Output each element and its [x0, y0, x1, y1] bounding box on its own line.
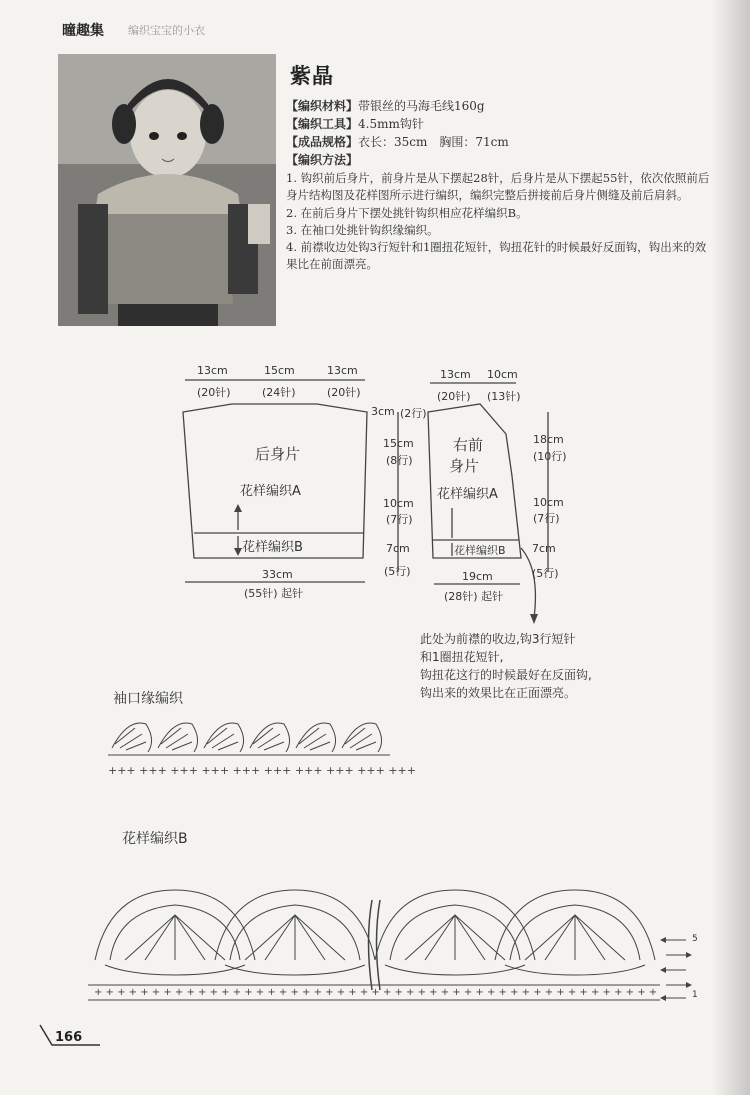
side-height-1-rows: (8行)	[386, 454, 413, 467]
front-width-1-stitches: (20针)	[437, 390, 471, 403]
pattern-title: 紫晶	[290, 63, 334, 88]
back-bottom-width: 33cm	[262, 568, 293, 581]
back-bottom-stitches: (55针) 起针	[244, 587, 304, 600]
shoulder-slope: 3cm	[371, 405, 395, 418]
stitch-row: +++ +++ +++ +++ +++ +++ +++ +++ +++ +++	[108, 764, 416, 777]
front-width-1: 13cm	[440, 368, 471, 381]
front-width-2: 10cm	[487, 368, 518, 381]
note-line: 钩扭花这行的时候最好在反面钩,	[420, 668, 592, 682]
stitch-row: + + + + + + + + + + + + + + + + + + + + + + + + + + + + + + + + + + + + + + + + + + + + + + + + +	[94, 987, 658, 998]
spec-label: 【编织工具】	[286, 117, 359, 131]
spec-label: 【编织材料】	[286, 99, 359, 113]
note-line: 此处为前襟的收边,钩3行短针	[420, 632, 576, 646]
side-height-3-rows: (5行)	[384, 565, 411, 578]
front-height-3-rows: (5行)	[532, 567, 559, 580]
sleeve-edge-chart	[108, 723, 390, 755]
front-height-2-rows: (7行)	[533, 512, 560, 525]
back-width-middle: 15cm	[264, 364, 295, 377]
front-bottom-width: 19cm	[462, 570, 493, 583]
side-height-3: 7cm	[386, 542, 410, 555]
front-bottom-stitches: (28针) 起针	[444, 590, 504, 603]
pattern-b-scallop	[375, 890, 535, 975]
front-pattern-a: 花样编织A	[437, 487, 498, 502]
spec-label: 【成品规格】	[286, 135, 359, 149]
side-height-2-rows: (7行)	[386, 513, 413, 526]
shoulder-slope-rows: (2行)	[400, 407, 427, 420]
back-width-right: 13cm	[327, 364, 358, 377]
front-height-2: 10cm	[533, 496, 564, 509]
spec-label: 【编织方法】	[286, 153, 359, 167]
front-piece-name-line1: 右前	[453, 436, 484, 454]
sleeve-fan	[204, 723, 244, 752]
instruction-step-3: 3. 在袖口处挑针钩织缘编织。	[286, 223, 439, 237]
back-width-middle-stitches: (24针)	[262, 386, 296, 399]
side-height-1: 15cm	[383, 437, 414, 450]
back-piece-name: 后身片	[255, 445, 301, 463]
spec-value: 4.5mm钩针	[358, 117, 424, 131]
side-height-2: 10cm	[383, 497, 414, 510]
sleeve-fan	[250, 723, 290, 752]
spec-value: 带银丝的马海毛线160g	[358, 99, 485, 113]
book-subtitle: 编织宝宝的小衣	[128, 24, 205, 37]
book-series-title: 曈趣集	[62, 23, 104, 39]
page-number: 166	[55, 1030, 83, 1045]
front-piece-outline	[428, 404, 521, 558]
instruction-step-4: 4. 前襟收边处钩3行短针和1圈扭花短针，钩扭花针的时候最好反面钩，钩出来的效果比在前面漂亮。	[286, 240, 707, 271]
front-height-1-rows: (10行)	[533, 450, 567, 463]
back-width-right-stitches: (20针)	[327, 386, 361, 399]
row-marker-top: 5	[692, 934, 698, 944]
back-pattern-a: 花样编织A	[240, 484, 301, 499]
instruction-step-2: 2. 在前后身片下摆处挑针钩织相应花样编织B。	[286, 206, 528, 220]
pattern-b-scallop	[495, 890, 655, 975]
front-piece-name-line2: 身片	[449, 457, 480, 475]
pattern-b-scallop	[215, 890, 375, 975]
back-width-left: 13cm	[197, 364, 228, 377]
note-line: 钩出来的效果比在正面漂亮。	[420, 686, 577, 700]
sleeve-fan	[296, 723, 336, 752]
front-height-3: 7cm	[532, 542, 556, 555]
sleeve-fan	[112, 723, 152, 752]
pattern-b-chart	[88, 890, 686, 1000]
placket-note	[420, 630, 660, 702]
note-line: 和1圈扭花短针,	[420, 650, 504, 664]
sleeve-fan	[342, 723, 382, 752]
front-pattern-b: 花样编织B	[454, 544, 506, 557]
row-marker-bottom: 1	[692, 990, 698, 1000]
spec-value: 衣长：35cm 胸围：71cm	[358, 135, 509, 149]
back-pattern-b: 花样编织B	[242, 540, 303, 555]
pattern-b-title: 花样编织B	[122, 831, 188, 847]
front-width-2-stitches: (13针)	[487, 390, 521, 403]
pattern-b-scallop	[95, 890, 255, 975]
sleeve-fan	[158, 723, 198, 752]
front-height-1: 18cm	[533, 433, 564, 446]
sleeve-edge-title: 袖口缘编织	[113, 691, 183, 707]
instruction-step-1: 1. 钩织前后身片，前身片是从下摆起28针，后身片是从下摆起55针，依次依照前后身片结构图及花样图所示进行编织，编织完整后拼接前后身片侧缝及前后肩斜。	[286, 171, 710, 202]
back-width-left-stitches: (20针)	[197, 386, 231, 399]
